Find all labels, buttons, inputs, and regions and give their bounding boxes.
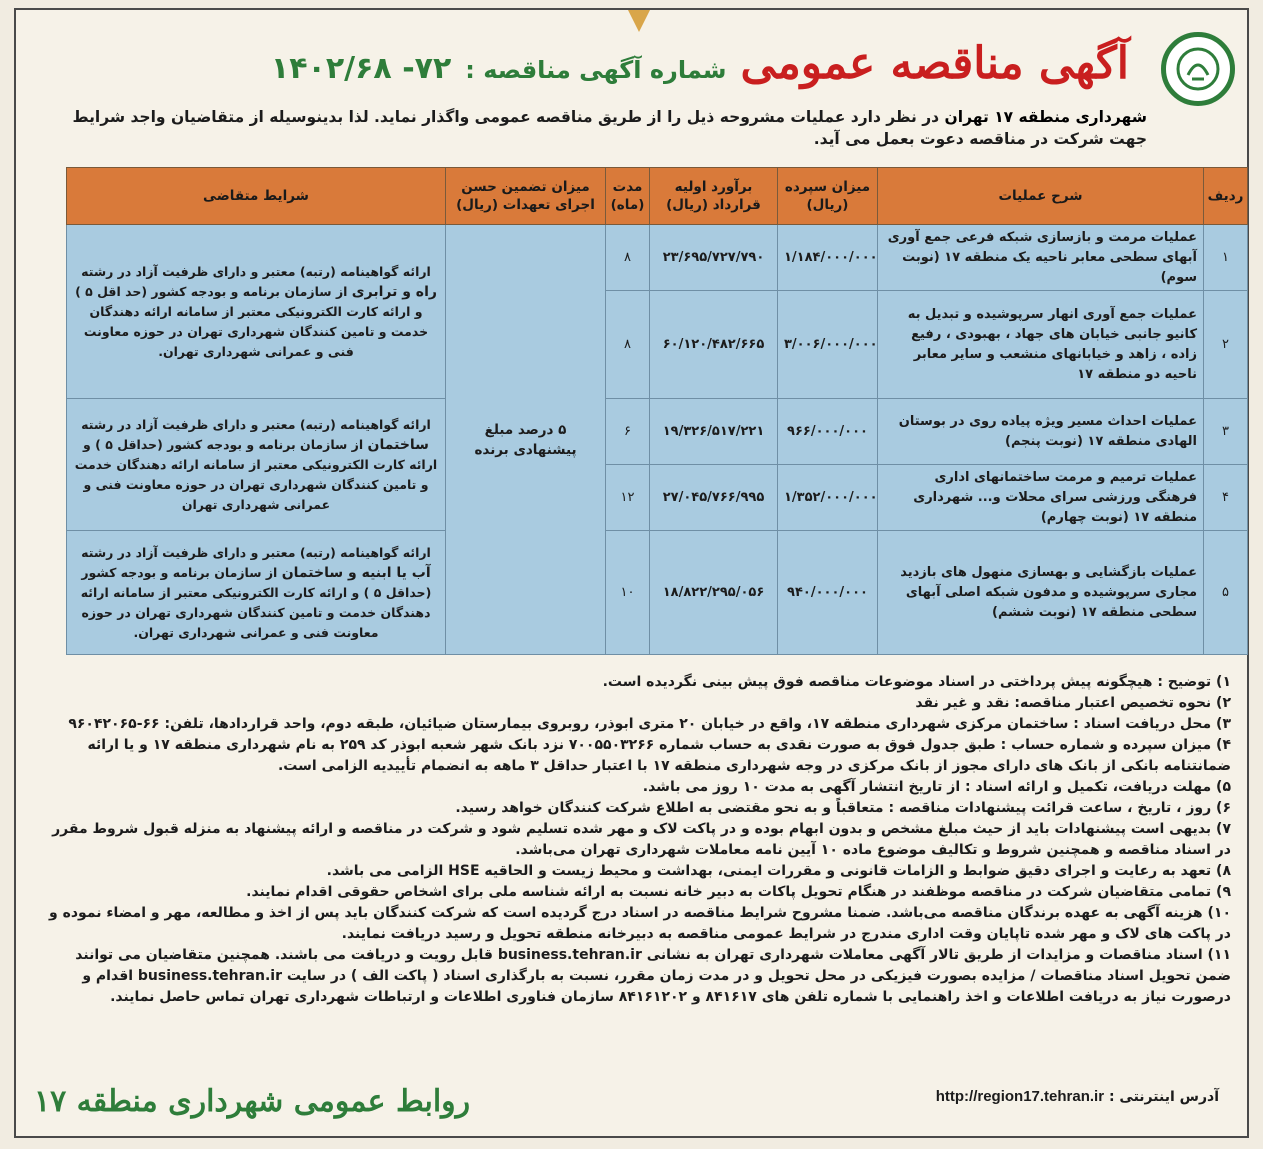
col-estimate-header: برآورد اولیه قرارداد (ریال) (650, 168, 778, 225)
row-number: ۱ (1204, 225, 1248, 291)
table-row (67, 399, 1248, 465)
row-deposit: ۹۴۰/۰۰۰/۰۰۰ (778, 531, 878, 655)
note-label: ۴) میزان سپرده و شماره حساب : (1000, 737, 1231, 753)
note-text: متعاقباً و به نحو مقتضی به اطلاع شرکت کنندگان خواهد رسید. (455, 800, 884, 816)
note-text: تعهد به رعایت و اجرای دقیق ضوابط و الزامات قانونی و مقررات ایمنی، بهداشت و محیط زیست و الحاقیه HSE الزامی می باشد. (326, 863, 1212, 879)
tender-table (66, 167, 1248, 655)
note-label: ۹) (1216, 884, 1231, 900)
guarantee-cell: ۵ درصد مبلغ پیشنهادی برنده (446, 225, 606, 655)
note-item (38, 882, 1231, 903)
condition-field: راه و ترابری (351, 283, 437, 300)
title-row (271, 38, 1129, 89)
notice-header (16, 10, 1247, 110)
note-item (38, 945, 1231, 1008)
tender-notice (14, 8, 1249, 1138)
note-label: ۷) (1216, 821, 1231, 837)
note-text: طبق جدول فوق به صورت نقدی به حساب شماره ۷۰۰۵۵۰۳۲۶۶ نزد بانک شهر شعبه ابوذر کد ۲۵۹ به نام شهرداری منطقه ۱۷ و یا ارائه ضمانتنامه بانکی از بانک های دارای مجوز از بانک مرکزی در وجه شهرداری منطقه ۱۷ با اعتبار حداقل ۳ ماهه به انضمام تأییدیه الزامی است. (87, 737, 1231, 774)
note-text: تمامی متقاضیان شرکت در مناقصه موظفند در هنگام تحویل پاکات به دبیر خانه نسبت به ارائه شناسه ملی برای اشخاص حقوقی اقدام نمایند. (246, 884, 1212, 900)
row-estimate: ۱۹/۳۲۶/۵۱۷/۲۲۱ (650, 399, 778, 465)
row-duration: ۶ (606, 399, 650, 465)
note-label: ۱) توضیح : (1157, 674, 1231, 690)
website-line (936, 1088, 1219, 1105)
note-item (38, 735, 1231, 777)
top-marker-icon (628, 10, 650, 32)
note-item (38, 693, 1231, 714)
website-label: آدرس اینترنتی : (1108, 1089, 1219, 1105)
condition-field: آب یا ابنیه و ساختمان (281, 564, 431, 581)
col-conditions-header: شرایط متقاضی (67, 168, 446, 225)
note-label: ۳) محل دریافت اسناد : (1073, 716, 1231, 732)
col-desc-header: شرح عملیات (878, 168, 1204, 225)
note-text: اسناد مناقصات و مزایدات از طریق تالار آگهی معاملات شهرداری تهران به نشانی business.tehran.ir قابل رویت و دریافت می باشند. همچنین متقاضیان می توانند ضمن تحویل اسناد مناقصات / مزایده بصورت فیزیکی در محل تحویل و در مدت زمان مقرر، نسبت به بارگذاری اسناد ( پاکت الف ) در سایت business.tehran.ir اقدام و درصورت نیاز به دریافت اطلاعات و اخذ راهنمایی با شماره تلفن های ۸۴۱۶۱۷ و ۸۴۱۶۱۲۰۲ سازمان فناوری اطلاعات و ارتباطات شهرداری تهران تماس حاصل نمایند. (75, 947, 1231, 1005)
condition-pre: ارائه گواهینامه (رتبه) معتبر و دارای ظرفیت آزاد در رشته (81, 416, 431, 432)
note-item (38, 714, 1231, 735)
intro-text: در نظر دارد عملیات مشروحه ذیل را از طریق مناقصه عمومی واگذار نماید. لذا بدینوسیله از متقاضیان واجد شرایط جهت شرکت در مناقصه دعوت بعمل می آید. (72, 108, 1147, 148)
row-description: عملیات جمع آوری انهار سرپوشیده و تبدیل به کانیو جانبی خیابان های جهاد ، بهبودی ، رفیع زاده ، زاهد و خیابانهای منشعب و سایر معابر ناحیه دو منطقه ۱۷ (878, 291, 1204, 399)
intro-org: شهرداری منطقه ۱۷ تهران (944, 108, 1147, 126)
row-description: عملیات احداث مسیر ویژه پیاده روی در بوستان الهادی منطقه ۱۷ (نوبت پنجم) (878, 399, 1204, 465)
note-item (38, 777, 1231, 798)
notes-list (38, 672, 1231, 1008)
row-description: عملیات ترمیم و مرمت ساختمانهای اداری فرهنگی ورزشی سرای محلات و... شهرداری منطقه ۱۷ (نوبت چهارم) (878, 465, 1204, 531)
row-deposit: ۱/۱۸۴/۰۰۰/۰۰۰ (778, 225, 878, 291)
row-duration: ۸ (606, 291, 650, 399)
note-text: هزینه آگهی به عهده برندگان مناقصه می‌باشد. ضمنا مشروح شرایط مناقصه در اسناد درج گردیده است که شرکت کنندگان باید پس از اخذ و مطالعه، مهر و امضاء نموده و در پاکت های لاک و مهر شده تاپایان وقت اداری مندرج در شرایط عمومی مناقصه به دبیرخانه منطقه تحویل و رسید دریافت نمایند. (49, 905, 1231, 942)
note-label: ۵) مهلت دریافت، تکمیل و ارائه اسناد : (965, 779, 1231, 795)
note-text: از تاریخ انتشار آگهی به مدت ۱۰ روز می باشد. (642, 779, 961, 795)
col-duration-header: مدت (ماه) (606, 168, 650, 225)
table-row (67, 225, 1248, 291)
condition-post: از سازمان برنامه و بودجه کشور (حداقل ۵ ) و ارائه کارت الکترونیکی معتبر از سامانه ارائه دهندگان خدمت و تامین کنندگان شهرداری تهران در حوزه معاونت فنی و عمرانی شهرداری تهران. (80, 564, 432, 640)
conditions-cell (67, 531, 446, 655)
table-row (67, 531, 1248, 655)
note-text: نقد و غیر نقد (915, 695, 1010, 711)
note-item (38, 819, 1231, 861)
note-label: ۸) (1216, 863, 1231, 879)
intro-paragraph (36, 106, 1147, 150)
note-item (38, 861, 1231, 882)
condition-field: ساختمان (367, 436, 429, 453)
website-link[interactable]: http://region17.tehran.ir (935, 1088, 1105, 1105)
row-description: عملیات بازگشایی و بهسازی منهول های بازدید مجاری سرپوشیده و مدفون شبکه اصلی آبهای سطحی منطقه ۱۷ (نوبت ششم) (878, 531, 1204, 655)
row-number: ۴ (1204, 465, 1248, 531)
row-estimate: ۲۷/۰۴۵/۷۶۶/۹۹۵ (650, 465, 778, 531)
notice-number: ۷۲- ۱۴۰۲/۶۸ (270, 51, 452, 86)
tehran-municipality-logo-icon (1161, 32, 1235, 106)
public-relations-signature: روابط عمومی شهرداری منطقه ۱۷ (34, 1084, 471, 1119)
note-item (38, 672, 1231, 693)
col-deposit-header: میزان سپرده (ریال) (778, 168, 878, 225)
col-row-header: ردیف (1204, 168, 1248, 225)
row-number: ۲ (1204, 291, 1248, 399)
condition-post: از سازمان برنامه و بودجه کشور (حد اقل ۵ ) و ارائه کارت الکترونیکی معتبر از سامانه ارائه دهندگان خدمت و تامین کنندگان شهرداری تهران در حوزه معاونت فنی و عمرانی شهرداری تهران. (75, 283, 429, 359)
conditions-cell (67, 225, 446, 399)
condition-pre: ارائه گواهینامه (رتبه) معتبر و دارای ظرفیت آزاد در رشته (81, 544, 431, 560)
condition-pre: ارائه گواهینامه (رتبه) معتبر و دارای ظرفیت آزاد در رشته (81, 263, 431, 279)
notice-number-label: شماره آگهی مناقصه : (465, 56, 727, 84)
col-guarantee-header: میزان تضمین حسن اجرای تعهدات (ریال) (446, 168, 606, 225)
row-description: عملیات مرمت و بازسازی شبکه فرعی جمع آوری آبهای سطحی معابر ناحیه یک منطقه ۱۷ (نوبت سوم) (878, 225, 1204, 291)
notice-title: آگهی مناقصه عمومی (740, 38, 1129, 89)
row-deposit: ۱/۳۵۲/۰۰۰/۰۰۰ (778, 465, 878, 531)
note-text: بدیهی است پیشنهادات باید از حیث مبلغ مشخص و بدون ابهام بوده و در پاکت لاک و مهر شده تسلیم شود و شرکت در مناقصه و ارائه پیشنهاد به منزله قبول شروط مقرر در اسناد مناقصه و همچنین شروط و تکالیف موضوع ماده ۱۰ آیین نامه معاملات شهرداری تهران می‌باشد. (52, 821, 1231, 858)
table-header-row (67, 168, 1248, 225)
note-text: هیچگونه پیش پرداختی در اسناد موضوعات مناقصه فوق پیش بینی نگردیده است. (602, 674, 1153, 690)
note-label: ۲) نحوه تخصیص اعتبار مناقصه: (1014, 695, 1231, 711)
row-duration: ۸ (606, 225, 650, 291)
row-duration: ۱۲ (606, 465, 650, 531)
row-number: ۳ (1204, 399, 1248, 465)
row-deposit: ۹۶۶/۰۰۰/۰۰۰ (778, 399, 878, 465)
note-item (38, 903, 1231, 945)
row-number: ۵ (1204, 531, 1248, 655)
condition-post: از سازمان برنامه و بودجه کشور (حداقل ۵ ) و ارائه کارت الکترونیکی معتبر از سامانه ارائه دهندگان خدمت و تامین کنندگان شهرداری تهران در حوزه معاونت فنی و عمرانی شهرداری تهران (74, 436, 438, 512)
row-estimate: ۱۸/۸۲۲/۲۹۵/۰۵۶ (650, 531, 778, 655)
note-label: ۱۰) (1207, 905, 1231, 921)
row-duration: ۱۰ (606, 531, 650, 655)
note-label: ۶) روز ، تاریخ ، ساعت قرائت پیشنهادات مناقصه : (888, 800, 1231, 816)
row-deposit: ۳/۰۰۶/۰۰۰/۰۰۰ (778, 291, 878, 399)
row-estimate: ۲۳/۶۹۵/۷۲۷/۷۹۰ (650, 225, 778, 291)
conditions-cell (67, 399, 446, 531)
note-label: ۱۱) (1207, 947, 1231, 963)
row-estimate: ۶۰/۱۲۰/۴۸۲/۶۶۵ (650, 291, 778, 399)
note-item (38, 798, 1231, 819)
note-text: ساختمان مرکزی شهرداری منطقه ۱۷، واقع در خیابان ۲۰ متری ابوذر، روبروی بیمارستان ضیائیان، طبقه دوم، واحد قراردادها، تلفن: ۶۶-۹۶۰۴۲۰۶۵ (68, 716, 1069, 732)
